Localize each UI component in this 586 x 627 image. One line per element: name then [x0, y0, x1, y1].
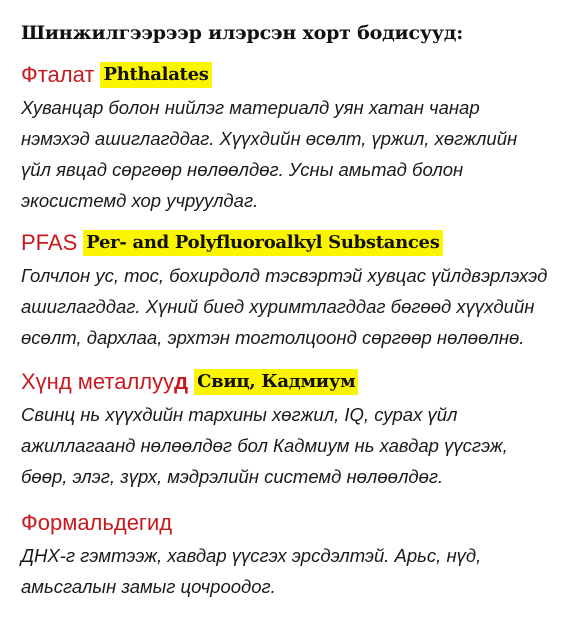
section-subtitle-highlight: Per- and Polyfluoroalkyl Substances — [83, 230, 442, 256]
section-title: PFAS — [21, 230, 78, 255]
description-line: Хуванцар болон нийлэг материалд уян хатан чанар — [21, 97, 480, 118]
section-title-line — [21, 367, 568, 397]
section-title-line — [21, 60, 568, 90]
section-description — [21, 260, 568, 353]
section-phthalates — [21, 60, 568, 216]
description-line: Голчлон ус, тос, бохирдолд тэсвэртэй хувцас үйлдвэрлэхэд — [21, 265, 548, 286]
section-formaldehyde — [21, 508, 568, 602]
section-subtitle-highlight: Phthalates — [100, 62, 211, 88]
description-line: үйл явцад сөргөөр нөлөөлдөг. Усны амьтад болон — [21, 159, 464, 180]
description-line: Свинц нь хүүхдийн тархины хөгжил, IQ, сурах үйл — [21, 404, 458, 425]
description-line: ДНХ-г гэмтээж, хавдар үүсгэх эрсдэлтэй. Арьс, нүд, — [21, 545, 482, 566]
section-title: Формальдегид — [21, 510, 173, 535]
description-line: амьсгалын замыг цочроодог. — [21, 576, 276, 597]
section-title: Фталат — [21, 62, 95, 87]
description-line: нэмэхэд ашиглагддаг. Хүүхдийн өсөлт, үржил, хөгжлийн — [21, 128, 518, 149]
section-title-line — [21, 508, 568, 538]
section-description — [21, 92, 568, 216]
page-heading: Шинжилгээрээр илэрсэн хорт бодисууд: — [21, 22, 464, 44]
section-description — [21, 399, 568, 492]
description-line: бөөр, элэг, зүрх, мэдрэлийн системд нөлөөлдөг. — [21, 466, 444, 487]
description-line: ашиглагддаг. Хүний биед хуримтлагддаг бөгөөд хүүхдийн — [21, 296, 535, 317]
section-heavy-metals — [21, 367, 568, 492]
section-subtitle-highlight: Свиц, Кадмиум — [194, 369, 358, 395]
section-title: Хүнд металлууд — [21, 369, 189, 394]
description-line: ажиллагаанд нөлөөлдөг бол Кадмиум нь хавдар үүсгэж, — [21, 435, 508, 456]
section-description — [21, 540, 568, 602]
description-line: экосистемд хор учруулдаг. — [21, 190, 259, 211]
section-title-line — [21, 228, 568, 258]
section-pfas — [21, 228, 568, 353]
description-line: өсөлт, дархлаа, эрхтэн тогтолцоонд сөргөөр нөлөөлнө. — [21, 327, 525, 348]
